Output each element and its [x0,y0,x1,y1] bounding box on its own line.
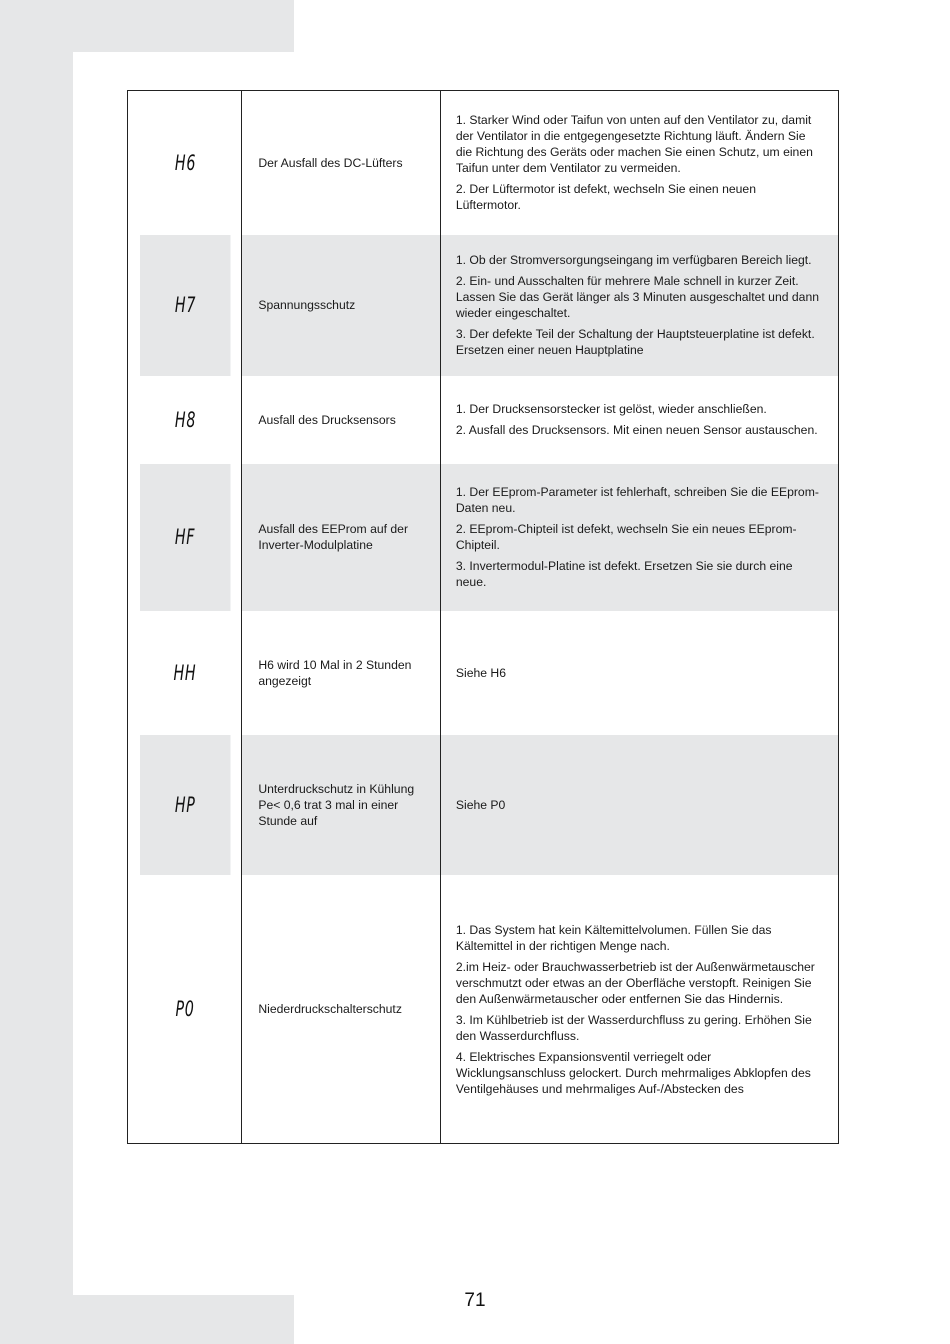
table-row [128,91,839,235]
error-code: HP [174,793,196,818]
error-code-cell [139,91,230,235]
table-row [128,611,839,735]
error-code-cell [139,611,230,735]
error-code-table [127,90,839,1144]
error-code: HF [174,525,195,550]
error-code: P0 [175,997,195,1022]
solution-cell [440,875,838,1143]
solution-step: 1. Der Drucksensorstecker ist gelöst, wieder anschließen. [455,402,767,417]
error-description: Spannungsschutz [242,235,441,376]
error-code: H6 [174,150,196,175]
solution-cell [440,376,838,464]
solution-step: 1. Das System hat kein Kältemittelvolumen. Füllen Sie das Kältemittel in der richtigen Menge nach. [455,922,772,953]
solution-step: 1. Der EEprom-Parameter ist fehlerhaft, schreiben Sie die EEprom-Daten neu. [455,485,819,516]
solution-cell [440,735,838,875]
error-code-cell [139,235,230,376]
solution-step: 2. EEprom-Chipteil ist defekt, wechseln Sie ein neues EEprom-Chipteil. [455,522,797,553]
solution-step: 1. Ob der Stromversorgungseingang im verfügbaren Bereich liegt. [455,253,812,268]
error-code-cell [139,464,230,611]
error-description: Der Ausfall des DC-Lüfters [242,91,441,235]
solution-step: 2.im Heiz- oder Brauchwasserbetrieb ist der Außenwärmetauscher verschmutzt oder etwas an der Oberfläche verstopft. Reinigen Sie den Außenwärmetauscher oder entfernen Sie das Hindernis. [455,959,815,1006]
page-number: 71 [464,1290,486,1311]
solution-step: 4. Elektrisches Expansionsventil verriegelt oder Wicklungsanschluss gelockert. Durch mehrmaliges Abklopfen des Ventilgehäuses und mehrmaliges Auf-/Abstecken des [455,1049,811,1096]
error-code-cell [139,735,230,875]
error-code-cell [139,376,230,464]
solution-step: Siehe P0 [455,798,506,813]
page-margin-top [294,0,950,52]
solution-step: 2. Der Lüftermotor ist defekt, wechseln Sie einen neuen Lüftermotor. [455,182,756,213]
error-code: H7 [174,293,196,318]
table-row [128,235,839,376]
solution-step: 3. Invertermodul-Platine ist defekt. Ersetzen Sie sie durch eine neue. [455,559,793,590]
solution-cell [440,91,838,235]
error-code: HH [173,661,197,685]
error-code-cell [139,875,230,1143]
error-code: H8 [174,407,196,432]
solution-step: 2. Ein- und Ausschalten für mehrere Male schnell in kurzer Zeit. Lassen Sie das Gerät länger als 3 Minuten ausgeschaltet und dann wieder eingeschaltet. [455,274,820,321]
table-row [128,735,839,875]
error-description: Ausfall des EEProm auf der Inverter-Modulplatine [242,464,441,611]
solution-cell [440,235,838,376]
table-row [128,875,839,1143]
solution-step: 3. Der defekte Teil der Schaltung der Hauptsteuerplatine ist defekt. Ersetzen einer neuen Hauptplatine [455,327,815,358]
solution-step: Siehe H6 [455,666,506,680]
solution-cell [440,464,838,611]
table-row [128,464,839,611]
table-row [128,376,839,464]
error-description: Ausfall des Drucksensors [242,376,441,464]
error-description: Unterdruckschutz in Kühlung Pe< 0,6 trat 3 mal in einer Stunde auf [242,735,441,875]
error-description: Niederdruckschalterschutz [242,875,441,1143]
error-description: H6 wird 10 Mal in 2 Stunden angezeigt [242,611,441,735]
solution-step: 3. Im Kühlbetrieb ist der Wasserdurchfluss zu gering. Erhöhen Sie den Wasserdurchfluss. [455,1012,812,1043]
solution-step: 2. Ausfall des Drucksensors. Mit einen neuen Sensor austauschen. [455,423,818,438]
solution-cell [440,611,838,735]
solution-step: 1. Starker Wind oder Taifun von unten auf den Ventilator zu, damit der Ventilator in die entgegengesetzte Richtung läuft. Ändern Sie die Richtung des Geräts oder machen Sie einen Schutz, um einen Taifun unter dem Ventilator zu vermeiden. [455,113,813,176]
